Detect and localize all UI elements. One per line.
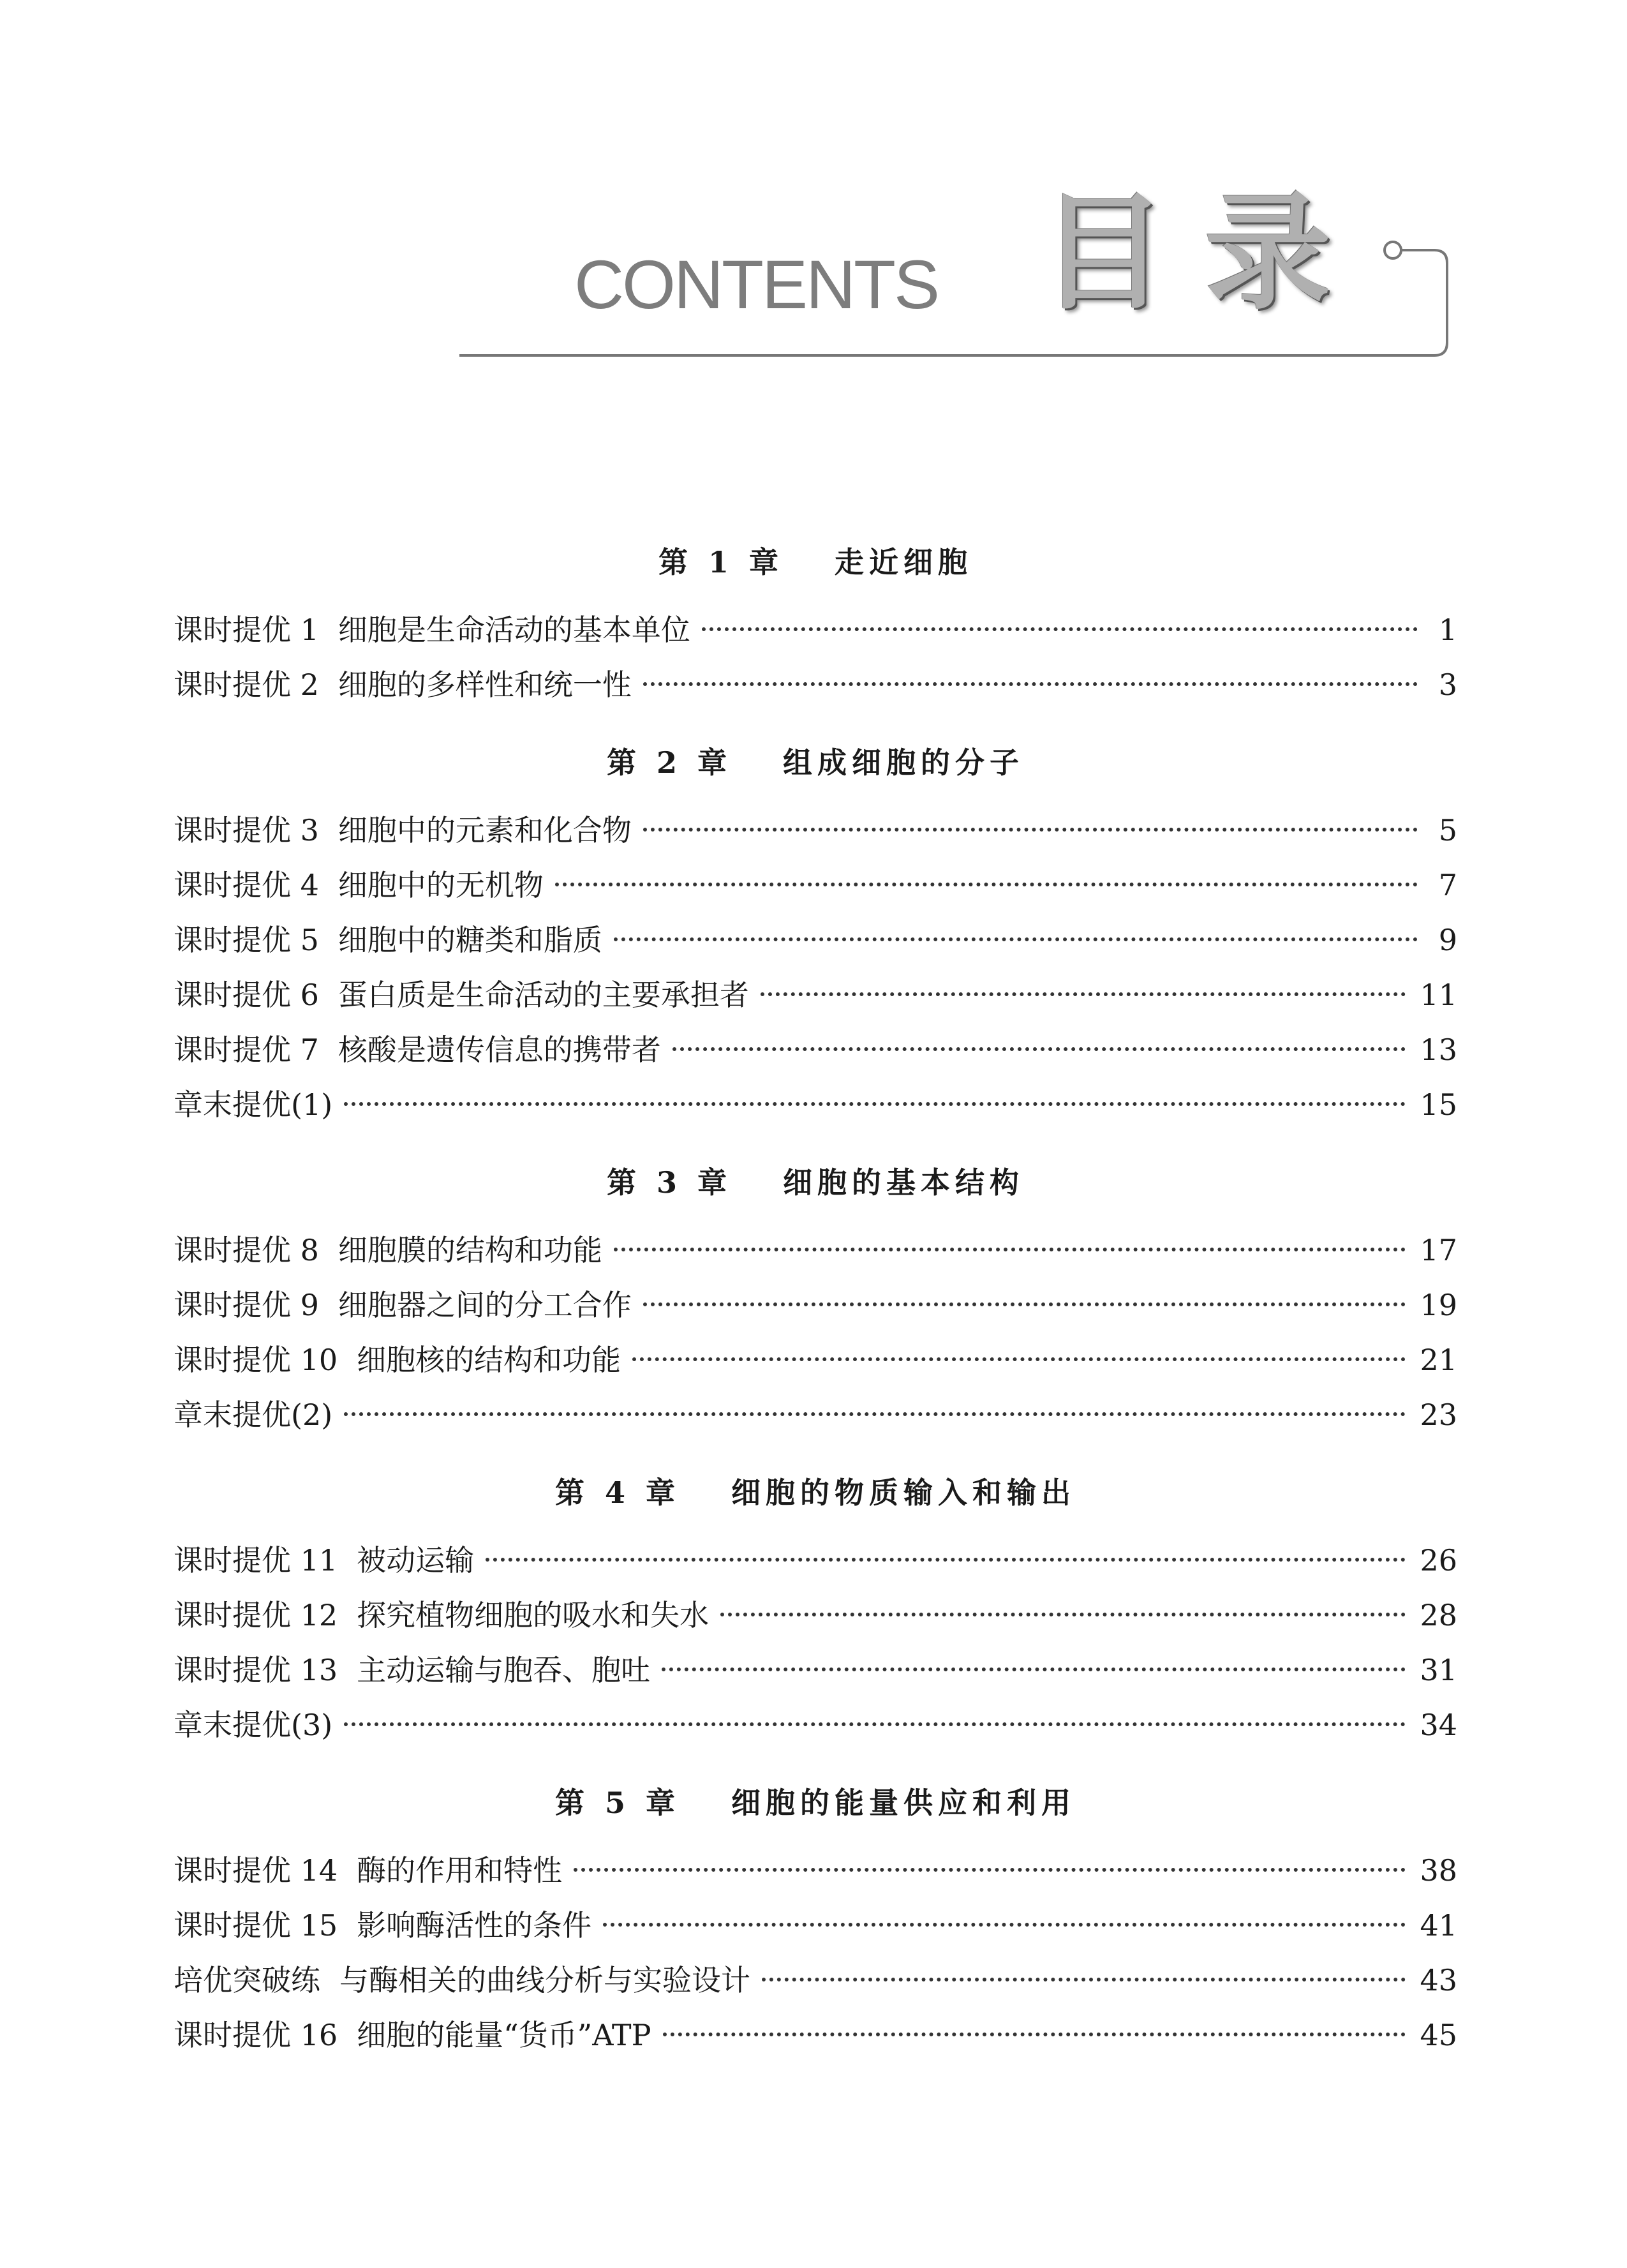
toc-entry-title: 细胞中的元素和化合物 <box>338 813 632 847</box>
chapter-heading <box>174 1150 1457 1223</box>
dot-leader <box>614 1248 1406 1251</box>
toc-page-number: 3 <box>1438 668 1457 702</box>
chapter-number: 第 4 章 <box>554 1475 681 1510</box>
toc-entry[interactable] <box>174 803 1457 858</box>
toc-entry-title: 细胞的能量“货币”ATP <box>357 2018 651 2052</box>
toc-entry-title: 细胞的多样性和统一性 <box>338 668 632 702</box>
dot-leader <box>720 1613 1406 1616</box>
toc-entry-label: 课时提优 12 <box>174 1598 338 1632</box>
toc-page-number: 28 <box>1420 1598 1457 1632</box>
toc-entry[interactable] <box>174 1588 1457 1643</box>
toc-entry[interactable] <box>174 1533 1457 1588</box>
toc-entry-label: 章末提优(2) <box>174 1398 333 1432</box>
chapter-heading <box>174 530 1457 602</box>
toc-entry-label: 章末提优(3) <box>174 1708 333 1742</box>
chapter-spacer <box>174 1752 1457 1770</box>
toc-page-number: 23 <box>1420 1398 1457 1432</box>
toc-entry-label: 课时提优 9 <box>174 1288 319 1322</box>
contents-header <box>459 179 1461 370</box>
dot-leader <box>486 1558 1406 1562</box>
chapter-title: 走近细胞 <box>835 545 973 579</box>
toc-entry-title: 酶的作用和特性 <box>357 1853 563 1888</box>
dot-leader <box>614 937 1418 941</box>
toc-entry-label: 课时提优 10 <box>174 1343 338 1377</box>
toc-entry-title: 主动运输与胞吞、胞吐 <box>357 1653 651 1687</box>
dot-leader <box>672 1047 1406 1051</box>
chapter-spacer <box>174 1132 1457 1150</box>
toc-entry-label: 课时提优 11 <box>174 1543 338 1578</box>
toc-entry-label: 培优突破练 <box>174 1963 320 1997</box>
toc-page-number: 34 <box>1420 1708 1457 1742</box>
toc-entry-title: 细胞器之间的分工合作 <box>338 1288 632 1322</box>
toc-entry-label: 课时提优 7 <box>174 1033 319 1067</box>
dot-leader <box>555 883 1418 886</box>
dot-leader <box>761 992 1406 996</box>
chapter-spacer <box>174 1442 1457 1460</box>
toc-entry-title: 细胞核的结构和功能 <box>357 1343 621 1377</box>
contents-word: CONTENTS <box>574 246 938 323</box>
toc-page-number: 11 <box>1420 978 1457 1012</box>
chapter-spacer <box>174 2063 1457 2080</box>
chapter-number: 第 1 章 <box>658 545 784 579</box>
toc-page-number: 41 <box>1420 1908 1457 1943</box>
toc-entry-title: 影响酶活性的条件 <box>357 1908 592 1943</box>
chapter-title: 细胞的基本结构 <box>783 1165 1025 1200</box>
toc-entry-label: 课时提优 8 <box>174 1233 319 1267</box>
toc-page-number: 38 <box>1420 1853 1457 1888</box>
toc-entry-label: 课时提优 5 <box>174 923 319 957</box>
chapter-number: 第 2 章 <box>606 745 732 780</box>
dot-leader <box>344 1102 1406 1106</box>
toc-page-number: 21 <box>1420 1343 1457 1377</box>
toc-entry-label: 课时提优 13 <box>174 1653 338 1687</box>
toc-entry-label: 课时提优 15 <box>174 1908 338 1943</box>
toc-entry-title: 细胞是生命活动的基本单位 <box>338 613 690 647</box>
toc-page-number: 31 <box>1420 1653 1457 1687</box>
toc-entry[interactable] <box>174 1697 1457 1752</box>
chapter-title: 细胞的物质输入和输出 <box>731 1475 1076 1510</box>
toc-entry-title: 探究植物细胞的吸水和失水 <box>357 1598 709 1632</box>
dot-leader <box>663 2033 1406 2036</box>
toc-entry[interactable] <box>174 1022 1457 1077</box>
toc-entry-label: 章末提优(1) <box>174 1087 333 1122</box>
toc-entry-label: 课时提优 2 <box>174 668 319 702</box>
dot-leader <box>702 627 1418 631</box>
toc-entry[interactable] <box>174 1387 1457 1442</box>
toc-entry[interactable] <box>174 1643 1457 1697</box>
chapter-title: 细胞的能量供应和利用 <box>731 1786 1076 1820</box>
toc-page-number: 43 <box>1420 1963 1457 1997</box>
toc-page-number: 45 <box>1420 2018 1457 2052</box>
toc-entry[interactable] <box>174 602 1457 657</box>
dot-leader <box>762 1978 1406 1981</box>
toc-entry-title: 与酶相关的曲线分析与实验设计 <box>339 1963 750 1997</box>
toc-entry[interactable] <box>174 1898 1457 1953</box>
toc-page-number: 7 <box>1438 868 1457 902</box>
toc-entry[interactable] <box>174 657 1457 712</box>
toc-entry[interactable] <box>174 967 1457 1022</box>
toc-entry-title: 核酸是遗传信息的携带者 <box>338 1033 661 1067</box>
toc-page-number: 5 <box>1438 813 1457 847</box>
chapter-heading <box>174 1770 1457 1843</box>
chapter-heading <box>174 730 1457 803</box>
header-ring-icon <box>1385 242 1401 258</box>
toc-page-number: 19 <box>1420 1288 1457 1322</box>
dot-leader <box>574 1868 1406 1872</box>
toc-entry-title: 被动运输 <box>357 1543 475 1578</box>
toc-entry-label: 课时提优 1 <box>174 613 319 647</box>
toc-entry-title: 细胞中的无机物 <box>338 868 544 902</box>
toc-entry-label: 课时提优 16 <box>174 2018 338 2052</box>
toc-entry-label: 课时提优 4 <box>174 868 319 902</box>
table-of-contents <box>174 530 1457 2080</box>
dot-leader <box>643 828 1418 832</box>
dot-leader <box>632 1357 1406 1361</box>
toc-page-number: 15 <box>1420 1087 1457 1122</box>
toc-entry[interactable] <box>174 2008 1457 2063</box>
toc-entry-label: 课时提优 14 <box>174 1853 338 1888</box>
toc-entry-label: 课时提优 6 <box>174 978 319 1012</box>
toc-page-number: 17 <box>1420 1233 1457 1267</box>
toc-entry-title: 细胞中的糖类和脂质 <box>338 923 602 957</box>
chapter-title: 组成细胞的分子 <box>783 745 1025 780</box>
dot-leader <box>662 1667 1406 1671</box>
chapter-number: 第 5 章 <box>554 1786 681 1820</box>
chapter-number: 第 3 章 <box>606 1165 732 1200</box>
toc-entry[interactable] <box>174 1332 1457 1387</box>
toc-entry[interactable] <box>174 1223 1457 1278</box>
chapter-heading <box>174 1460 1457 1533</box>
chapter-spacer <box>174 712 1457 730</box>
toc-entry[interactable] <box>174 1953 1457 2008</box>
toc-entry[interactable] <box>174 858 1457 913</box>
dot-leader <box>643 1302 1406 1306</box>
toc-entry[interactable] <box>174 1077 1457 1132</box>
toc-page-number: 13 <box>1420 1033 1457 1067</box>
toc-entry[interactable] <box>174 1278 1457 1332</box>
toc-entry[interactable] <box>174 913 1457 967</box>
toc-page-number: 1 <box>1438 613 1457 647</box>
dot-leader <box>603 1923 1406 1927</box>
toc-entry[interactable] <box>174 1843 1457 1898</box>
dot-leader <box>344 1412 1406 1416</box>
toc-page-number: 26 <box>1420 1543 1457 1578</box>
dot-leader <box>344 1722 1406 1726</box>
page-title: 目录 <box>1040 179 1369 327</box>
toc-entry-label: 课时提优 3 <box>174 813 319 847</box>
toc-entry-title: 蛋白质是生命活动的主要承担者 <box>338 978 749 1012</box>
toc-entry-title: 细胞膜的结构和功能 <box>338 1233 602 1267</box>
toc-page-number: 9 <box>1438 923 1457 957</box>
dot-leader <box>643 682 1418 686</box>
